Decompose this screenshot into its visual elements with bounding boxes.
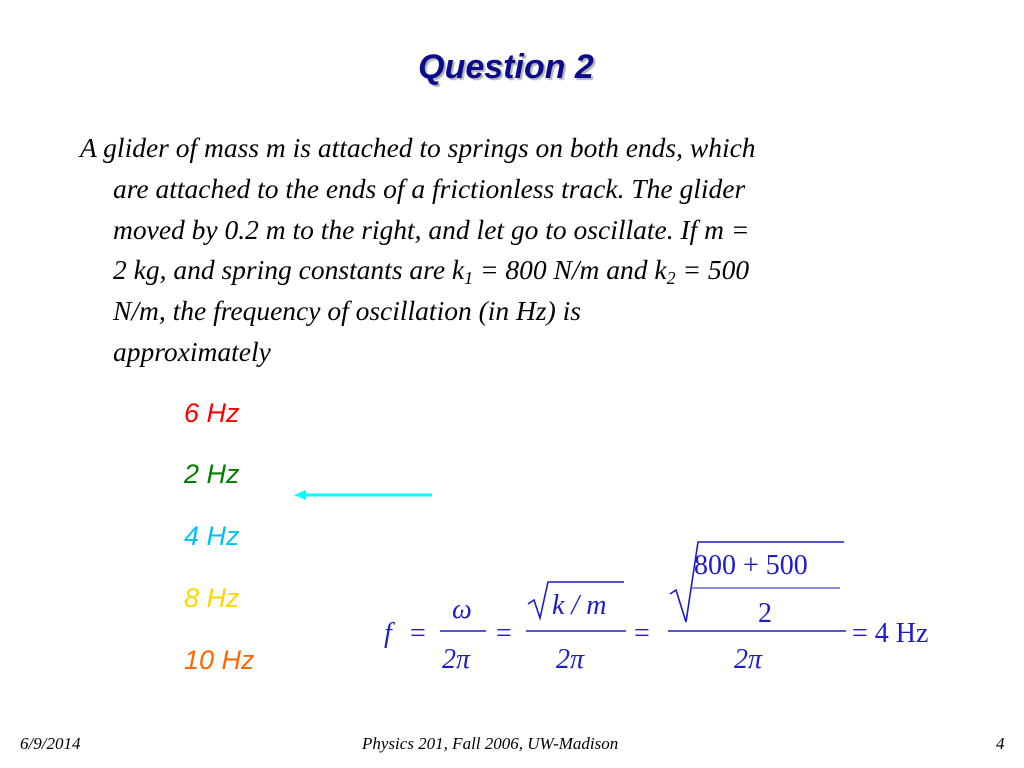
option-4-hz: 4 Hz	[184, 521, 240, 551]
formula-result: = 4 Hz	[852, 618, 929, 649]
formula-f: f	[384, 618, 392, 649]
option-2-hz: 2 Hz	[184, 459, 240, 489]
footer-page-number: 4	[996, 734, 1005, 753]
formula-eq-3: =	[634, 618, 650, 649]
question-line-4-b: = 800 N/m and k	[473, 254, 667, 286]
formula-eq-1: =	[410, 618, 426, 649]
footer-date: 6/9/2014	[20, 734, 81, 753]
question-line-4	[80, 250, 940, 291]
formula-k-over-m: k / m	[552, 590, 607, 621]
formula-sum: 800 + 500	[694, 550, 808, 581]
answer-arrow-head	[294, 490, 306, 500]
footer-course: Physics 201, Fall 2006, UW-Madison	[362, 734, 619, 753]
option-8-hz: 8 Hz	[184, 583, 240, 613]
k2-subscript: 2	[666, 268, 676, 289]
frequency-formula	[370, 532, 970, 682]
question-text	[80, 128, 940, 373]
formula-omega: ω	[452, 594, 472, 625]
formula-group	[384, 542, 928, 675]
slide-title: Question 2	[418, 48, 594, 86]
question-line-1: A glider of mass m is attached to springs on both ends, which	[80, 132, 756, 163]
formula-eq-2: =	[496, 618, 512, 649]
question-line-2: are attached to the ends of a frictionless track. The glider	[113, 172, 746, 204]
option-6-hz: 6 Hz	[184, 398, 240, 428]
question-line-3: moved by 0.2 m to the right, and let go to oscillate. If m =	[113, 213, 750, 245]
question-line-5: N/m, the frequency of oscillation (in Hz) is	[113, 295, 581, 327]
formula-two: 2	[758, 598, 772, 629]
question-line-4-a: 2 kg, and spring constants are k	[113, 254, 465, 286]
option-10-hz: 10 Hz	[184, 645, 255, 675]
question-line-4-c: = 500	[675, 254, 750, 286]
formula-2pi-1: 2π	[442, 644, 471, 675]
formula-2pi-2: 2π	[556, 644, 585, 675]
answer-arrow-icon	[292, 486, 434, 504]
k1-subscript: 1	[464, 268, 474, 289]
question-line-6: approximately	[113, 335, 271, 367]
formula-2pi-3: 2π	[734, 644, 763, 675]
